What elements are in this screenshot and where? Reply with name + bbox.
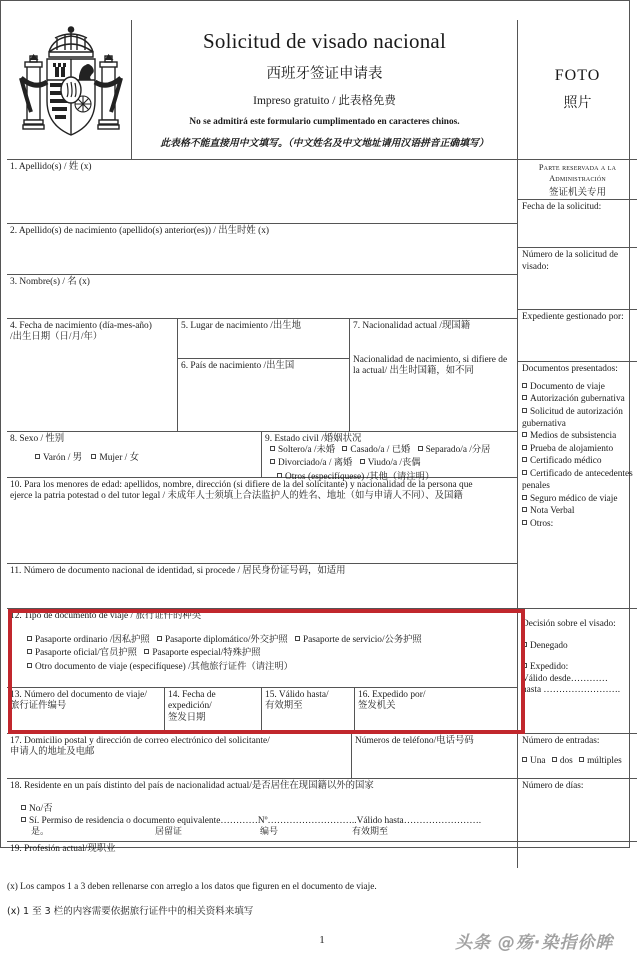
checkbox-medios-subsistencia[interactable] xyxy=(522,432,527,437)
field-9-option-2: Separado/a /分居 xyxy=(425,445,491,455)
field-7b-label-line1: Nacionalidad de nacimiento, si difiere de xyxy=(353,355,508,365)
field-9-option-4: Viudo/a /丧偶 xyxy=(367,458,421,469)
admin-date-label: Fecha de la solicitud: xyxy=(522,202,602,212)
checkbox-certificado-medico[interactable] xyxy=(522,457,527,462)
field-18-yes-label: Sí. Permiso de residencia o documento equivalente…………Nº………………………..Válido hasta……………………. xyxy=(29,816,482,826)
checkbox-multiples-entradas[interactable] xyxy=(579,757,584,762)
form-subtitle: Impreso gratuito / 此表格免费 xyxy=(253,95,396,107)
admin-issued-label: Expedido: xyxy=(530,662,569,673)
field-19-label: 19. Profesión actual/现职业 xyxy=(10,844,116,854)
admin-decision-issued[interactable] xyxy=(522,662,635,674)
field-3-label: 3. Nombre(s) / 名 (x) xyxy=(10,277,90,287)
field-12-travel-document-type[interactable] xyxy=(7,609,518,688)
field-18-option-no[interactable] xyxy=(21,804,52,815)
checkbox-una-entrada[interactable] xyxy=(522,757,527,762)
field-13-label-line1: 13. Número del documento de viaje/ xyxy=(10,690,147,700)
admin-document-item xyxy=(522,430,635,442)
checkbox-pasaporte-especial[interactable] xyxy=(144,649,149,654)
field-9-option-5: Otros (especifíquese) /其他（请注明） xyxy=(285,471,435,482)
field-4-label-line2: /出生日期（日/月/年） xyxy=(10,332,103,343)
field-6-label: 6. País de nacimiento /出生国 xyxy=(181,361,295,371)
form-title-cn: 西班牙签证申请表 xyxy=(266,66,383,82)
field-12-option-3: Pasaporte oficial/官员护照 xyxy=(35,648,137,659)
admin-heading-line2: Administración xyxy=(549,173,606,183)
field-11-label: 11. Número de documento nacional de identidad, si procede / 居民身份证号码，如适用 xyxy=(10,566,346,576)
crest-cell xyxy=(7,20,132,160)
field-1-label: 1. Apellido(s) / 姓 (x) xyxy=(10,162,92,172)
field-2-birth-surname[interactable] xyxy=(7,224,518,275)
admin-entries[interactable] xyxy=(518,734,637,779)
admin-visa-decision[interactable] xyxy=(518,609,637,734)
checkbox-casado[interactable] xyxy=(342,446,347,451)
admin-document-item xyxy=(522,443,635,455)
checkbox-divorciado[interactable] xyxy=(270,459,275,464)
admin-documents-submitted[interactable] xyxy=(518,362,637,609)
admin-entries-label: Número de entradas: xyxy=(522,736,600,746)
field-16-label-line1: 16. Expedido por/ xyxy=(358,690,426,700)
field-8-options[interactable] xyxy=(35,453,139,464)
field-12-option-1: Pasaporte diplomático/外交护照 xyxy=(164,635,288,645)
checkbox-solicitud-autorizacion[interactable] xyxy=(522,408,527,413)
footnote-cn: (x) 1 至 3 栏的内容需要依据旅行证件中的相关资料来填写 xyxy=(7,906,254,917)
field-12-options[interactable] xyxy=(21,634,522,674)
field-10-label-line1: 10. Para los menores de edad: apellidos, nombre, dirección (si difiere de la del solicitante) y nacionalidad de la persona que xyxy=(10,480,473,490)
field-18-cn-3: 编号 xyxy=(260,827,279,837)
field-18-cn-2: 居留证 xyxy=(155,827,183,837)
admin-denied-label: Denegado xyxy=(530,640,568,651)
admin-documents-label: Documentos presentados: xyxy=(522,364,618,374)
field-3-given-name[interactable] xyxy=(7,275,518,319)
field-16-issued-by[interactable] xyxy=(355,688,518,734)
admin-document-6: Certificado de antecedentes penales xyxy=(522,468,633,492)
field-14-label-line2: 签发日期 xyxy=(168,712,206,723)
field-9-option-0: Soltero/a /未婚 xyxy=(278,445,336,455)
field-14-issue-date[interactable] xyxy=(165,688,262,734)
field-10-minor-guardian[interactable] xyxy=(7,478,518,564)
photo-placeholder xyxy=(518,20,637,160)
checkbox-pasaporte-diplomatico[interactable] xyxy=(157,636,162,641)
admin-document-8: Nota Verbal xyxy=(530,506,575,517)
spain-coat-of-arms-icon xyxy=(19,26,123,154)
admin-document-item xyxy=(522,518,635,530)
admin-days[interactable] xyxy=(518,779,637,842)
field-17-label-line1: 17. Domicilio postal y dirección de correo electrónico del solicitante/ xyxy=(10,736,270,746)
admin-document-4: Prueba de alojamiento xyxy=(530,443,614,454)
admin-entries-0: Una xyxy=(530,755,546,766)
admin-document-item xyxy=(522,493,635,505)
field-8-sex[interactable] xyxy=(7,432,262,478)
admin-entries-1: dos xyxy=(559,755,573,766)
field-18-cn-4: 有效期至 xyxy=(352,827,389,837)
field-7b-label-line2: la actual/ 出生时国籍，如不同 xyxy=(353,366,474,376)
admin-valid-from[interactable]: Válido desde………… xyxy=(522,673,608,684)
checkbox-viudo[interactable] xyxy=(360,459,365,464)
checkbox-documento-viaje[interactable] xyxy=(522,383,527,388)
checkbox-separado[interactable] xyxy=(418,446,423,451)
checkbox-si[interactable] xyxy=(21,817,26,822)
admin-file-handler[interactable] xyxy=(518,310,637,362)
admin-document-item xyxy=(522,381,635,393)
admin-document-item xyxy=(522,505,635,517)
checkbox-nota-verbal[interactable] xyxy=(522,507,527,512)
field-14-label-line1: 14. Fecha de expedición/ xyxy=(168,690,216,712)
field-19-profession[interactable] xyxy=(7,842,518,868)
field-7-label: 7. Nacionalidad actual /现国籍 xyxy=(353,321,471,331)
field-8-label: 8. Sexo / 性别 xyxy=(10,434,65,444)
field-12-option-5: Otro documento de viaje (especifíquese) /其他旅行证件（请注明） xyxy=(35,661,293,672)
admin-document-item xyxy=(522,393,635,405)
field-9-option-3: Divorciado/a / 离婚 xyxy=(278,458,353,469)
admin-document-item xyxy=(522,468,635,493)
checkbox-pasaporte-oficial[interactable] xyxy=(27,649,32,654)
admin-document-0: Documento de viaje xyxy=(530,381,605,392)
checkbox-mujer[interactable] xyxy=(91,454,96,459)
checkbox-denegado[interactable] xyxy=(522,642,527,647)
field-17-phone-numbers[interactable] xyxy=(352,734,518,779)
checkbox-pasaporte-ordinario[interactable] xyxy=(27,636,32,641)
admin-document-5: Certificado médico xyxy=(530,456,602,467)
field-15-label-line2: 有效期至 xyxy=(265,701,303,712)
checkbox-expedido[interactable] xyxy=(522,663,527,668)
admin-days-label: Número de días: xyxy=(522,781,584,791)
field-9-marital-status[interactable] xyxy=(262,432,518,482)
page-number: 1 xyxy=(319,934,325,946)
admin-heading-cn: 签证机关专用 xyxy=(548,187,606,198)
form-title-es: Solicitud de visado nacional xyxy=(203,29,446,53)
admin-document-7: Seguro médico de viaje xyxy=(530,493,618,504)
field-1-surname[interactable] xyxy=(7,160,518,224)
admin-document-item xyxy=(522,406,635,431)
checkbox-antecedentes-penales[interactable] xyxy=(522,470,527,475)
field-9-label: 9. Estado civil /婚姻状况 xyxy=(265,434,362,444)
field-5-label: 5. Lugar de nacimiento /出生地 xyxy=(181,321,302,331)
photo-label-es: FOTO xyxy=(554,67,601,84)
field-13-label-line2: 旅行证件编号 xyxy=(10,701,67,712)
field-18-option-yes[interactable] xyxy=(21,816,516,827)
checkbox-prueba-alojamiento[interactable] xyxy=(522,445,527,450)
admin-documents-list[interactable] xyxy=(522,381,635,530)
admin-application-date[interactable] xyxy=(518,200,637,248)
field-7-nationality[interactable] xyxy=(350,319,518,432)
field-6-country-of-birth[interactable] xyxy=(178,359,350,432)
field-11-national-id[interactable] xyxy=(7,564,518,609)
admin-spare-cell xyxy=(518,842,637,868)
admin-decision-label: Decisión sobre el visado: xyxy=(522,619,616,629)
field-18-label: 18. Residente en un país distinto del país de nacionalidad actual/是否居住在现国籍以外的国家 xyxy=(10,781,374,791)
checkbox-otro-documento-viaje[interactable] xyxy=(27,663,32,668)
field-12-option-0: Pasaporte ordinario /因私护照 xyxy=(35,635,150,645)
footnote-es: (x) Los campos 1 a 3 deben rellenarse con arreglo a los datos que figuren en el documento de viaje. xyxy=(7,882,377,892)
form-warning-es: No se admitirá este formulario cumplimentado en caracteres chinos. xyxy=(189,117,460,127)
field-16-label-line2: 签发机关 xyxy=(358,701,396,712)
admin-section-heading xyxy=(518,160,637,200)
admin-document-item xyxy=(522,455,635,467)
admin-decision-denied[interactable] xyxy=(522,641,635,653)
photo-label-cn: 照片 xyxy=(563,95,592,111)
admin-number-label: Número de la solicitud de visado: xyxy=(522,250,619,272)
field-18-residence-other-country[interactable] xyxy=(7,779,518,842)
checkbox-varon[interactable] xyxy=(35,454,40,459)
field-4-date-of-birth[interactable] xyxy=(7,319,178,432)
field-15-label-line1: 15. Válido hasta/ xyxy=(265,690,329,700)
field-9-option-1: Casado/a / 已婚 xyxy=(350,445,411,455)
field-4-label-line1: 4. Fecha de nacimiento (día-mes-año) xyxy=(10,321,152,331)
field-10-label-line2: ejerce la patria potestad o del tutor legal / 未成年人士须填上合法监护人的姓名、地址（如与申请人不同）、及国籍 xyxy=(10,491,463,501)
checkbox-autorizacion-gubernativa[interactable] xyxy=(522,395,527,400)
admin-document-2: Solicitud de autorización gubernativa xyxy=(522,406,623,429)
field-12-option-2: Pasaporte de servicio/公务护照 xyxy=(302,635,422,645)
title-cell xyxy=(132,20,518,160)
field-12-label: 12. Tipo de documento de viaje / 旅行证件的种类 xyxy=(10,611,202,621)
admin-valid-to[interactable]: hasta ……………………. xyxy=(522,685,621,696)
form-warning-cn: 此表格不能直接用中文填写。（中文姓名及中文地址请用汉语拼音正确填写） xyxy=(160,138,489,149)
admin-application-number[interactable] xyxy=(518,248,637,310)
field-15-valid-until[interactable] xyxy=(262,688,355,734)
admin-heading-line1: Parte reservada a la xyxy=(538,163,617,172)
checkbox-pasaporte-servicio[interactable] xyxy=(295,636,300,641)
checkbox-no[interactable] xyxy=(21,805,26,810)
admin-document-1: Autorización gubernativa xyxy=(530,394,625,405)
field-17-phone-label: Números de teléfono/电话号码 xyxy=(355,736,474,746)
checkbox-dos-entradas[interactable] xyxy=(552,757,557,762)
field-18-no-label: No/否 xyxy=(29,804,53,814)
field-12-option-4: Pasaporte especial/特殊护照 xyxy=(152,648,261,659)
checkbox-soltero[interactable] xyxy=(270,446,275,451)
field-18-cn-1: 是。 xyxy=(31,827,50,837)
watermark: 头条 @殇·染指伱眸 xyxy=(455,933,614,953)
checkbox-seguro-medico[interactable] xyxy=(522,495,527,500)
admin-document-3: Medios de subsistencia xyxy=(530,431,617,442)
field-8-option-1: Mujer / 女 xyxy=(99,453,139,463)
admin-entries-options[interactable] xyxy=(522,756,635,768)
admin-entries-2: múltiples xyxy=(587,755,622,766)
field-5-place-of-birth[interactable] xyxy=(178,319,350,359)
field-17-address-email[interactable] xyxy=(7,734,352,779)
field-8-option-0: Varón / 男 xyxy=(43,453,83,463)
admin-file-label: Expediente gestionado por: xyxy=(522,312,624,322)
field-2-label: 2. Apellido(s) de nacimiento (apellido(s) anterior(es)) / 出生时姓 (x) xyxy=(10,226,270,236)
admin-document-9: Otros: xyxy=(530,518,554,529)
checkbox-otros-documentos[interactable] xyxy=(522,520,527,525)
field-13-document-number[interactable] xyxy=(7,688,165,734)
field-17-label-line2: 申请人的地址及电邮 xyxy=(10,747,95,758)
